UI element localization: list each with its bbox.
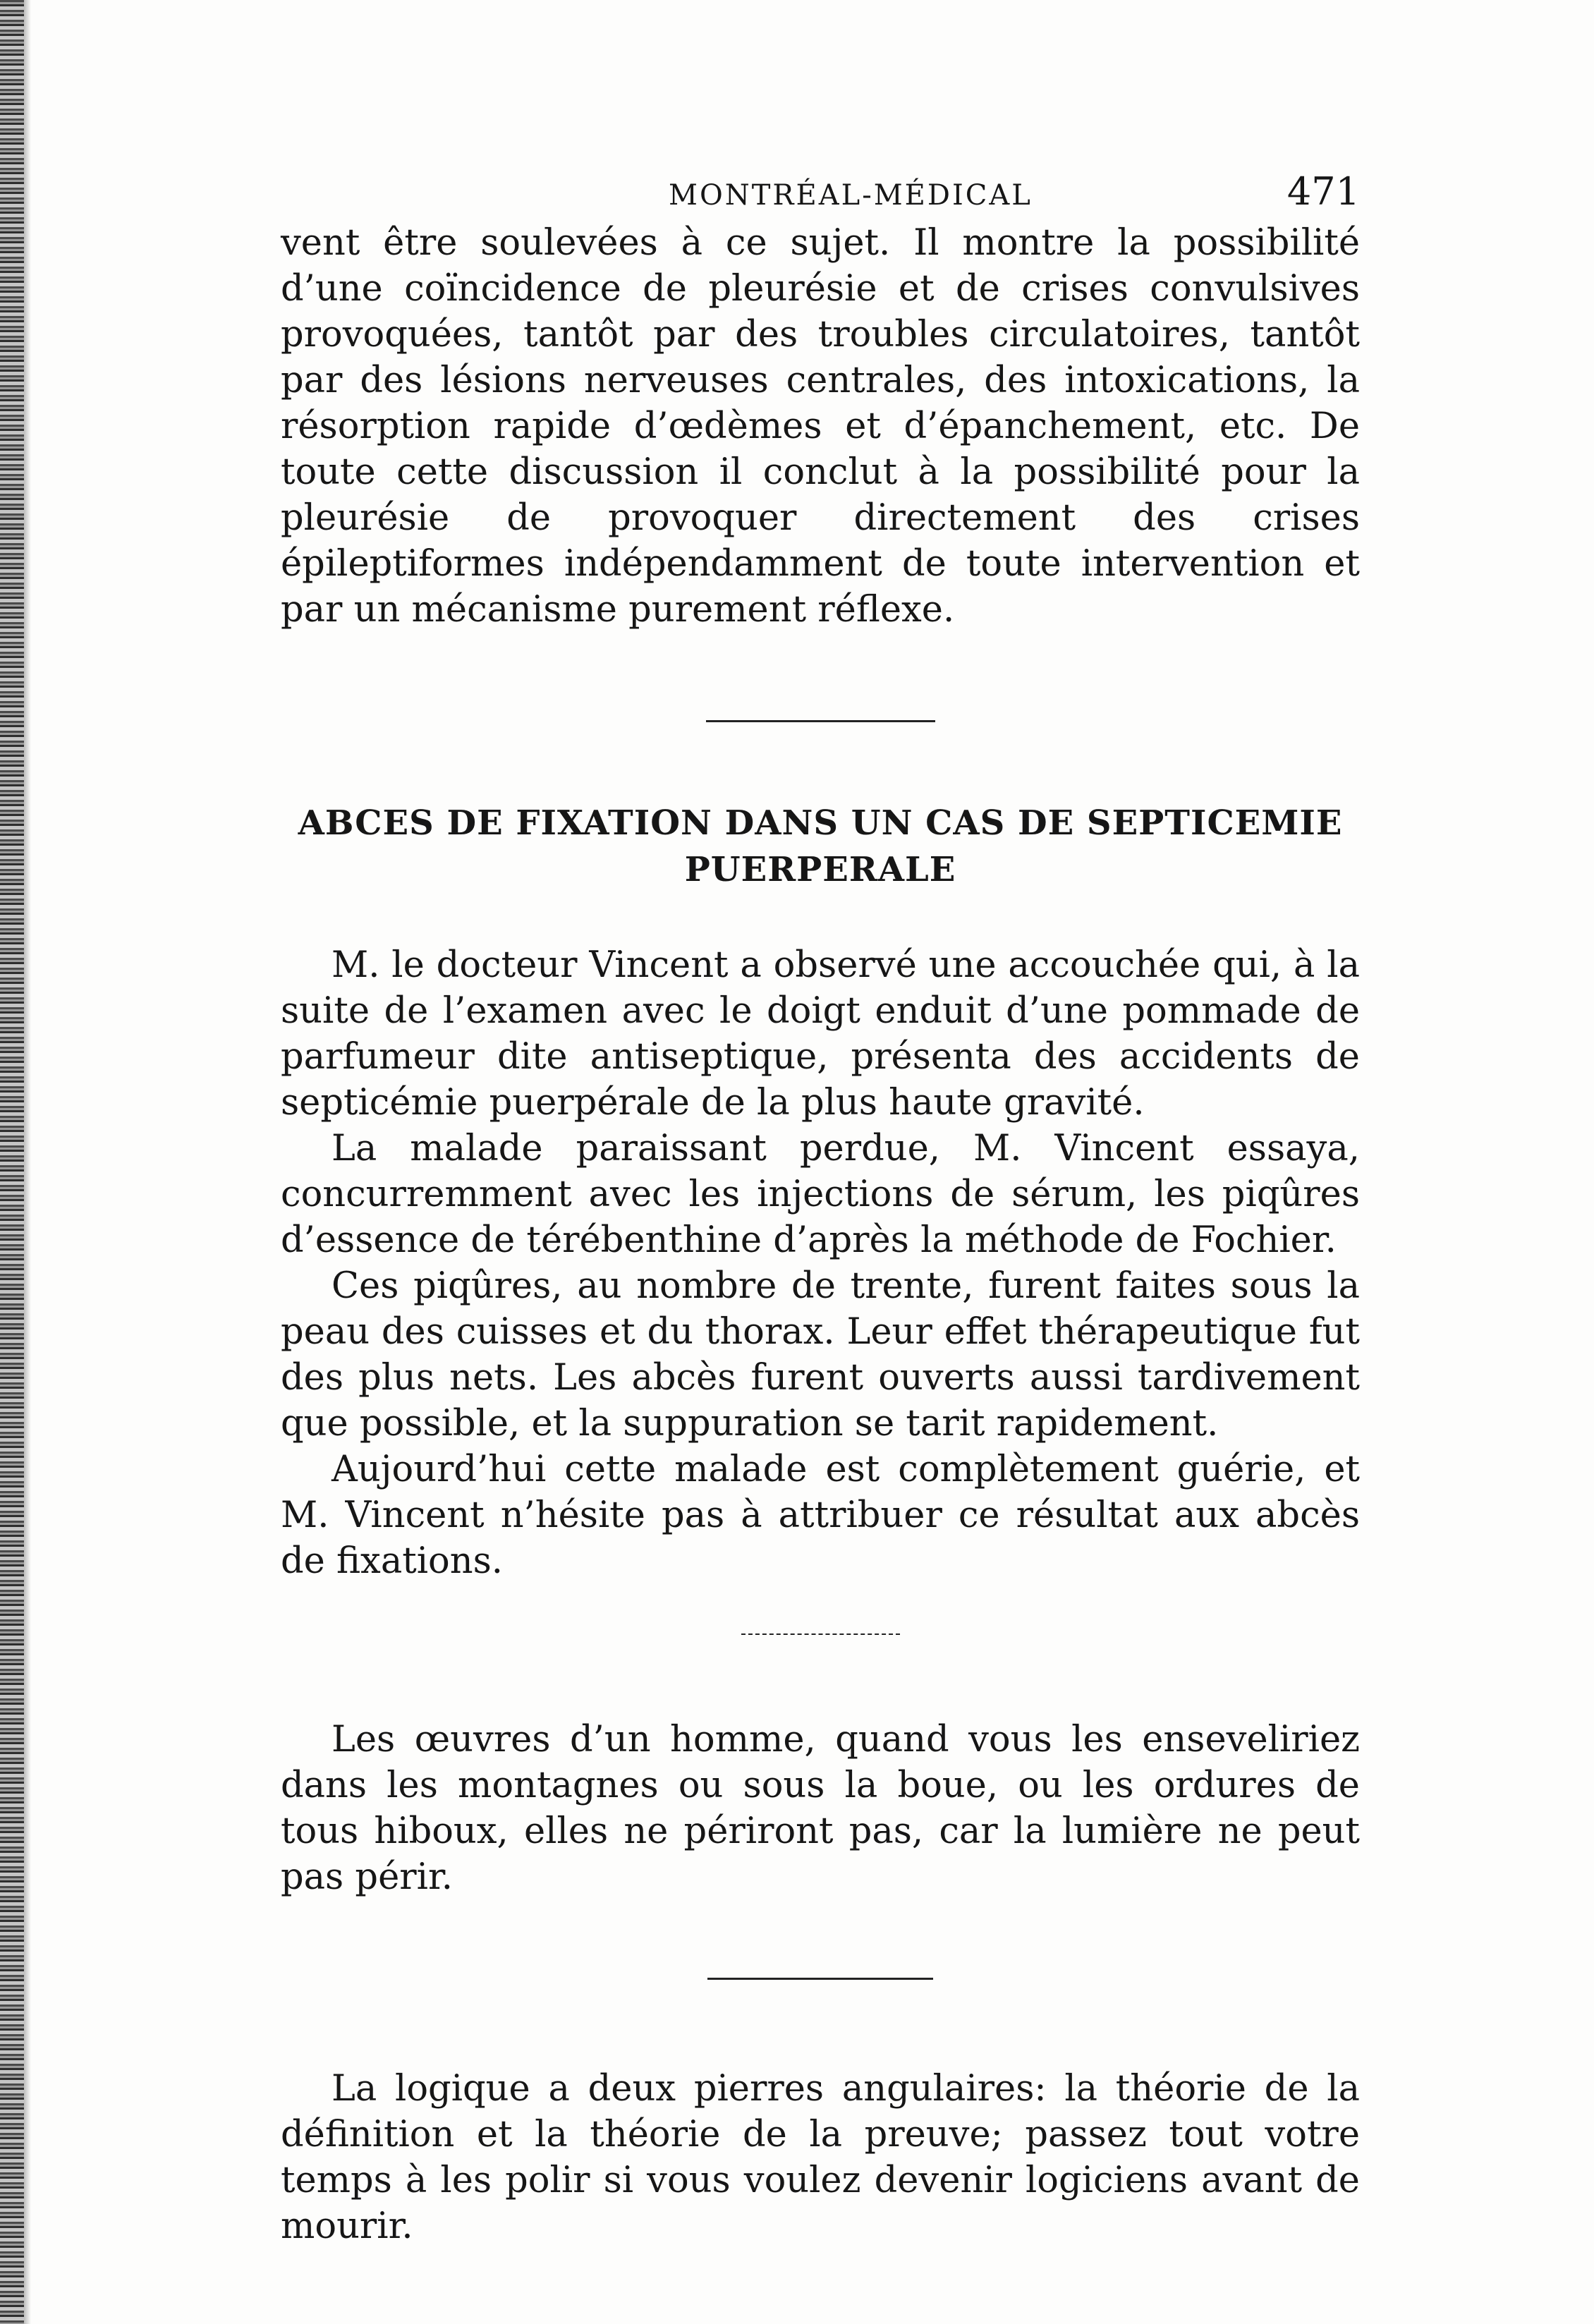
page-binding-edge — [0, 0, 24, 2324]
section-heading-line-1: ABCES DE FIXATION DANS UN CAS DE SEPTICEMIE — [298, 803, 1343, 843]
page-number: 471 — [1286, 169, 1360, 214]
section-heading — [281, 800, 1360, 893]
section-paragraph: M. le docteur Vincent a observé une accouchée qui, à la suite de l’examen avec le doigt enduit d’une pommade de parfumeur dite antiseptique, présenta des accidents de septicémie puerpérale de la plus haute gravité. — [281, 944, 1360, 1124]
section-paragraph: La malade paraissant perdue, M. Vincent essaya, concurremment avec les injections de sérum, les piqûres d’essence de térébenthine d’après la méthode de Fochier. — [281, 1128, 1360, 1261]
body-text — [281, 220, 1360, 2249]
book-page — [281, 169, 1360, 2249]
running-head — [281, 169, 1360, 220]
section-divider — [706, 720, 935, 722]
quote-divider — [741, 1634, 900, 1635]
quote-paragraph: La logique a deux pierres angulaires: la théorie de la définition et la théorie de la preuve; passez tout votre temps à les polir si vous voulez devenir logiciens avant de mourir. — [281, 2068, 1360, 2247]
section-paragraph: Aujourd’hui cette malade est complètement guérie, et M. Vincent n’hésite pas à attribuer ce résultat aux abcès de fixations. — [281, 1449, 1360, 1582]
section-heading-line-2: PUERPERALE — [684, 850, 956, 889]
journal-title: MONTRÉAL-MÉDICAL — [669, 179, 1033, 212]
section-body — [281, 942, 1360, 1584]
quote-paragraph: Les œuvres d’un homme, quand vous les enseveliriez dans les montagnes ou sous la boue, ou les ordures de tous hiboux, elles ne périront pas, car la lumière ne peut pas périr. — [281, 1719, 1360, 1898]
section-paragraph: Ces piqûres, au nombre de trente, furent faites sous la peau des cuisses et du thorax. Leur effet thérapeutique fut des plus nets. Les abcès furent ouverts aussi tardivement que possible, et la suppuration se tarit rapidement. — [281, 1265, 1360, 1444]
continuation-paragraph: vent être soulevées à ce sujet. Il montre la possibilité d’une coïncidence de pleurésie et de crises convulsives provoquées, tantôt par des troubles circulatoires, tantôt par des lésions nerveuses centrales, des intoxications, la résorption rapide d’œdèmes et d’épanchement, etc. De toute cette discussion il conclut à la possibilité pour la pleurésie de provoquer directement des crises épileptiformes indépendamment de toute intervention et par un mécanisme purement réflexe. — [281, 222, 1360, 631]
quote-divider — [707, 1978, 933, 1980]
